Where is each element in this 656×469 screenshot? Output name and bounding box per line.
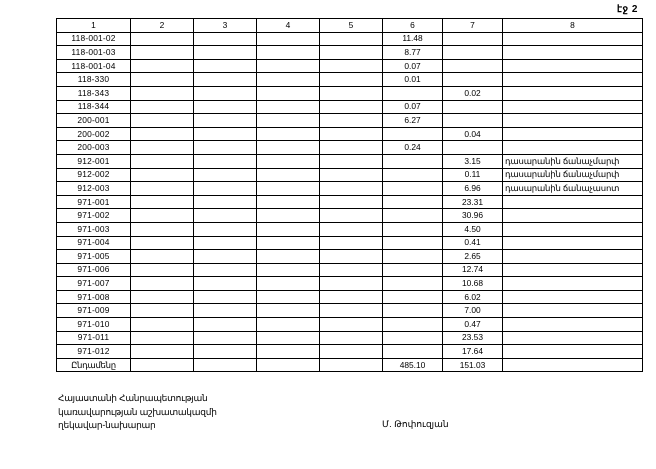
row-col4 — [257, 345, 320, 359]
row-col4 — [257, 100, 320, 114]
row-code: 971-004 — [57, 236, 131, 250]
row-col3 — [194, 331, 257, 345]
row-col2 — [131, 318, 194, 332]
table-row — [57, 73, 643, 87]
row-code: 200-003 — [57, 141, 131, 155]
row-code: 118-344 — [57, 100, 131, 114]
row-col3 — [194, 86, 257, 100]
row-col5 — [320, 277, 383, 291]
row-col4 — [257, 290, 320, 304]
signer-name: Մ. Թոփուզյան — [382, 419, 449, 429]
row-col5 — [320, 73, 383, 87]
table-row — [57, 154, 643, 168]
row-col4 — [257, 277, 320, 291]
row-code: 971-011 — [57, 331, 131, 345]
row-col5 — [320, 318, 383, 332]
row-col7: 23.53 — [443, 331, 503, 345]
table-row — [57, 304, 643, 318]
row-col6: 11.48 — [383, 32, 443, 46]
row-col3 — [194, 290, 257, 304]
table-row — [57, 182, 643, 196]
row-col7: 0.02 — [443, 86, 503, 100]
row-note — [503, 209, 643, 223]
row-note — [503, 236, 643, 250]
row-col3 — [194, 127, 257, 141]
row-note — [503, 141, 643, 155]
row-note: դասարանին ճանաչմարփ — [503, 168, 643, 182]
budget-table-container — [56, 18, 642, 372]
row-col7 — [443, 114, 503, 128]
row-col3 — [194, 345, 257, 359]
table-row — [57, 263, 643, 277]
table-row — [57, 250, 643, 264]
row-col5 — [320, 209, 383, 223]
row-col5 — [320, 290, 383, 304]
row-col3 — [194, 318, 257, 332]
row-col4 — [257, 141, 320, 155]
row-code: 912-002 — [57, 168, 131, 182]
row-code: 118-330 — [57, 73, 131, 87]
row-col4 — [257, 127, 320, 141]
row-col5 — [320, 86, 383, 100]
row-col4 — [257, 182, 320, 196]
row-col4 — [257, 86, 320, 100]
row-col7: 17.64 — [443, 345, 503, 359]
row-col6 — [383, 222, 443, 236]
row-col3 — [194, 250, 257, 264]
row-col7: 4.50 — [443, 222, 503, 236]
row-col4 — [257, 114, 320, 128]
table-row — [57, 195, 643, 209]
total-col2 — [131, 358, 194, 372]
row-col7: 10.68 — [443, 277, 503, 291]
row-code: 971-007 — [57, 277, 131, 291]
total-col7: 151.03 — [443, 358, 503, 372]
total-col5 — [320, 358, 383, 372]
row-col6: 0.07 — [383, 100, 443, 114]
row-col5 — [320, 345, 383, 359]
row-col3 — [194, 114, 257, 128]
row-col3 — [194, 73, 257, 87]
row-col4 — [257, 209, 320, 223]
table-row — [57, 236, 643, 250]
row-col6: 0.01 — [383, 73, 443, 87]
budget-table — [56, 18, 643, 372]
page-number: էջ 2 — [616, 4, 638, 15]
row-col5 — [320, 182, 383, 196]
row-col7 — [443, 141, 503, 155]
table-row — [57, 46, 643, 60]
row-col6 — [383, 182, 443, 196]
row-col6 — [383, 127, 443, 141]
row-note — [503, 318, 643, 332]
row-col4 — [257, 263, 320, 277]
row-col5 — [320, 263, 383, 277]
row-col5 — [320, 127, 383, 141]
row-col6 — [383, 304, 443, 318]
row-col7: 12.74 — [443, 263, 503, 277]
row-col7: 7.00 — [443, 304, 503, 318]
row-col7 — [443, 73, 503, 87]
row-code: 971-002 — [57, 209, 131, 223]
row-col2 — [131, 59, 194, 73]
row-col2 — [131, 100, 194, 114]
table-row — [57, 114, 643, 128]
row-col6 — [383, 263, 443, 277]
row-col3 — [194, 195, 257, 209]
row-col4 — [257, 32, 320, 46]
row-note — [503, 263, 643, 277]
row-code: 971-001 — [57, 195, 131, 209]
row-col5 — [320, 250, 383, 264]
row-col6 — [383, 331, 443, 345]
row-col2 — [131, 290, 194, 304]
row-col7: 0.04 — [443, 127, 503, 141]
row-col2 — [131, 236, 194, 250]
row-col2 — [131, 127, 194, 141]
row-col2 — [131, 263, 194, 277]
row-code: 118-001-04 — [57, 59, 131, 73]
table-row — [57, 222, 643, 236]
row-note — [503, 222, 643, 236]
row-col2 — [131, 114, 194, 128]
row-col7: 6.96 — [443, 182, 503, 196]
row-code: 118-001-02 — [57, 32, 131, 46]
row-col5 — [320, 168, 383, 182]
row-col7: 6.02 — [443, 290, 503, 304]
table-row — [57, 100, 643, 114]
row-code: 971-010 — [57, 318, 131, 332]
row-col3 — [194, 304, 257, 318]
row-note — [503, 114, 643, 128]
row-col5 — [320, 222, 383, 236]
row-note — [503, 331, 643, 345]
row-col3 — [194, 141, 257, 155]
row-col7: 0.47 — [443, 318, 503, 332]
row-note — [503, 290, 643, 304]
row-col4 — [257, 304, 320, 318]
row-col6 — [383, 236, 443, 250]
signature-line-3: ղեկավար-նախարար — [58, 420, 156, 430]
row-code: 118-001-03 — [57, 46, 131, 60]
row-code: 200-002 — [57, 127, 131, 141]
row-col5 — [320, 195, 383, 209]
column-header-5: 5 — [320, 19, 383, 33]
signature-block — [58, 392, 217, 433]
row-note — [503, 46, 643, 60]
total-col4 — [257, 358, 320, 372]
row-col5 — [320, 331, 383, 345]
row-col3 — [194, 32, 257, 46]
total-col6: 485.10 — [383, 358, 443, 372]
signature-line-2: կառավարության աշխատակազմի — [58, 406, 217, 417]
row-col6 — [383, 318, 443, 332]
row-note — [503, 345, 643, 359]
row-col2 — [131, 209, 194, 223]
row-col4 — [257, 250, 320, 264]
row-col2 — [131, 345, 194, 359]
row-col3 — [194, 209, 257, 223]
row-col5 — [320, 46, 383, 60]
row-col7: 2.65 — [443, 250, 503, 264]
row-col7 — [443, 59, 503, 73]
row-code: 118-343 — [57, 86, 131, 100]
row-col4 — [257, 46, 320, 60]
column-header-4: 4 — [257, 19, 320, 33]
row-col2 — [131, 182, 194, 196]
row-col3 — [194, 236, 257, 250]
row-col4 — [257, 154, 320, 168]
row-col3 — [194, 46, 257, 60]
row-col5 — [320, 141, 383, 155]
row-note: դասարանին ճանաչասոտ — [503, 182, 643, 196]
row-col6: 0.24 — [383, 141, 443, 155]
row-col2 — [131, 73, 194, 87]
row-col7: 23.31 — [443, 195, 503, 209]
row-col6 — [383, 250, 443, 264]
row-col3 — [194, 154, 257, 168]
row-code: 912-003 — [57, 182, 131, 196]
row-col6: 0.07 — [383, 59, 443, 73]
row-col2 — [131, 46, 194, 60]
row-col5 — [320, 114, 383, 128]
row-col6 — [383, 195, 443, 209]
row-col7: 0.41 — [443, 236, 503, 250]
table-row — [57, 86, 643, 100]
row-code: 200-001 — [57, 114, 131, 128]
row-col4 — [257, 168, 320, 182]
row-col3 — [194, 263, 257, 277]
table-header-row — [57, 19, 643, 33]
row-note — [503, 86, 643, 100]
total-col3 — [194, 358, 257, 372]
total-label: Ընդամենը — [57, 358, 131, 372]
row-col3 — [194, 277, 257, 291]
row-note — [503, 100, 643, 114]
row-col2 — [131, 141, 194, 155]
row-col4 — [257, 222, 320, 236]
column-header-3: 3 — [194, 19, 257, 33]
row-note — [503, 195, 643, 209]
row-code: 971-005 — [57, 250, 131, 264]
row-col2 — [131, 250, 194, 264]
row-col7: 3.15 — [443, 154, 503, 168]
row-col3 — [194, 59, 257, 73]
row-col3 — [194, 182, 257, 196]
table-row — [57, 127, 643, 141]
row-col3 — [194, 222, 257, 236]
row-col4 — [257, 73, 320, 87]
column-header-7: 7 — [443, 19, 503, 33]
table-row — [57, 290, 643, 304]
row-col2 — [131, 154, 194, 168]
row-col5 — [320, 304, 383, 318]
row-col6 — [383, 154, 443, 168]
row-col4 — [257, 195, 320, 209]
table-row — [57, 318, 643, 332]
row-col7 — [443, 32, 503, 46]
row-note — [503, 304, 643, 318]
row-note — [503, 73, 643, 87]
row-note — [503, 32, 643, 46]
row-col5 — [320, 32, 383, 46]
table-row — [57, 331, 643, 345]
row-col2 — [131, 304, 194, 318]
row-col2 — [131, 32, 194, 46]
row-note — [503, 277, 643, 291]
row-note: դասարանին ճանաչմարփ — [503, 154, 643, 168]
table-row — [57, 59, 643, 73]
row-col7 — [443, 100, 503, 114]
table-row — [57, 277, 643, 291]
row-col2 — [131, 195, 194, 209]
row-col6 — [383, 277, 443, 291]
row-col3 — [194, 168, 257, 182]
row-col6: 8.77 — [383, 46, 443, 60]
table-total-row — [57, 358, 643, 372]
row-col4 — [257, 318, 320, 332]
row-code: 971-003 — [57, 222, 131, 236]
column-header-1: 1 — [57, 19, 131, 33]
row-col7 — [443, 46, 503, 60]
table-row — [57, 168, 643, 182]
row-col2 — [131, 222, 194, 236]
row-col6: 6.27 — [383, 114, 443, 128]
row-col2 — [131, 168, 194, 182]
row-code: 912-001 — [57, 154, 131, 168]
row-col2 — [131, 86, 194, 100]
row-col7: 0.11 — [443, 168, 503, 182]
row-col4 — [257, 236, 320, 250]
column-header-8: 8 — [503, 19, 643, 33]
column-header-6: 6 — [383, 19, 443, 33]
row-col4 — [257, 331, 320, 345]
table-row — [57, 32, 643, 46]
row-col3 — [194, 100, 257, 114]
row-col5 — [320, 59, 383, 73]
row-col2 — [131, 277, 194, 291]
row-col5 — [320, 154, 383, 168]
total-col8 — [503, 358, 643, 372]
table-row — [57, 209, 643, 223]
row-note — [503, 127, 643, 141]
row-col5 — [320, 236, 383, 250]
table-row — [57, 141, 643, 155]
row-col6 — [383, 86, 443, 100]
table-row — [57, 345, 643, 359]
row-code: 971-006 — [57, 263, 131, 277]
row-col6 — [383, 209, 443, 223]
row-note — [503, 59, 643, 73]
row-code: 971-009 — [57, 304, 131, 318]
row-col5 — [320, 100, 383, 114]
row-col4 — [257, 59, 320, 73]
column-header-2: 2 — [131, 19, 194, 33]
row-col6 — [383, 290, 443, 304]
row-col6 — [383, 345, 443, 359]
row-col2 — [131, 331, 194, 345]
row-note — [503, 250, 643, 264]
signature-line-1: Հայաստանի Հանրապետության — [58, 393, 208, 403]
row-col6 — [383, 168, 443, 182]
row-code: 971-012 — [57, 345, 131, 359]
row-code: 971-008 — [57, 290, 131, 304]
row-col7: 30.96 — [443, 209, 503, 223]
